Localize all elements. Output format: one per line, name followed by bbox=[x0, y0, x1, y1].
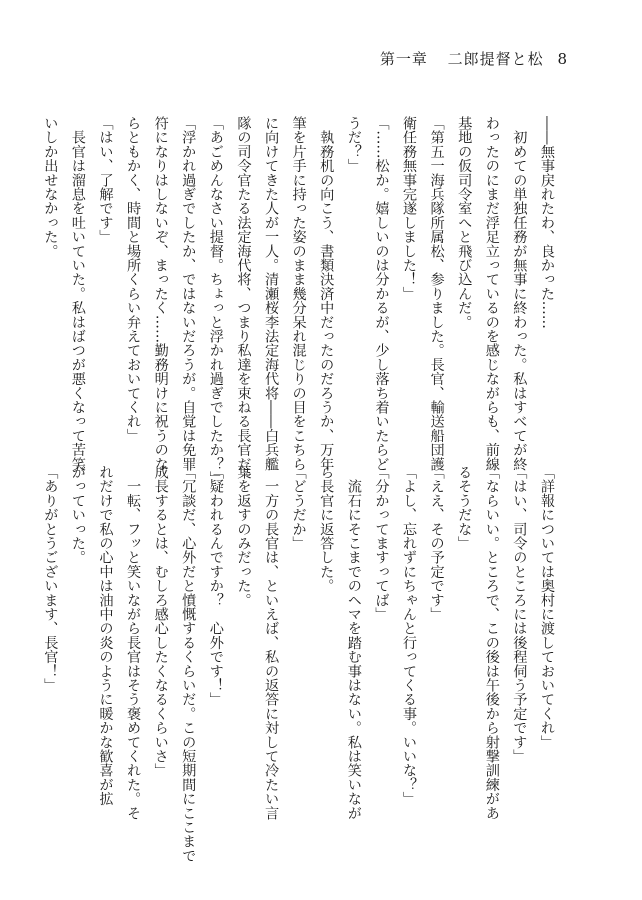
text-line: 「分かってますってば」 bbox=[373, 465, 390, 622]
text-line: 初めての単独任務が無事に終わった。私はすべてが終 bbox=[511, 116, 528, 471]
text-line: 流石にそこまでのヘマを踏む事はない。私は笑いなが bbox=[345, 465, 362, 820]
text-line: 衛任務無事完遂しました！」 bbox=[401, 116, 418, 301]
text-line: 「はい、了解です」 bbox=[97, 116, 114, 244]
text-block-upper bbox=[42, 116, 560, 486]
text-line: 「冗談だ、心外だと憤慨するくらいだ。この短期間にここまで bbox=[180, 465, 197, 863]
text-line: 「あごめんなさい提督。ちょっと浮かれ過ぎでしたか？」 bbox=[207, 116, 224, 486]
text-line: がっていった。 bbox=[69, 465, 86, 565]
text-line: 筆を片手に持った姿のまま幾分呆れ混じりの目をこちら bbox=[290, 116, 307, 471]
text-block-lower bbox=[42, 465, 560, 863]
text-line: 「疑われるんですか？ 心外です！」 bbox=[207, 465, 224, 707]
text-line: 成長するとは、むしろ感心したくなるくらいさ」 bbox=[152, 465, 169, 778]
text-line: うだ？」 bbox=[345, 116, 362, 173]
text-line: らともかく、時間と場所くらい弁えておいてくれ」 bbox=[125, 116, 142, 443]
text-line: 「ならいい。ところで、この後は午後から射撃訓練があ bbox=[483, 465, 500, 820]
text-line: 「どうだか」 bbox=[290, 465, 307, 551]
text-line: 隊の司令官たる法定海代将、つまり私達を束ねる長官だ。 bbox=[235, 116, 252, 486]
text-line: わったのにまだ浮足立っているのを感じながらも、前線 bbox=[483, 116, 500, 471]
running-head bbox=[380, 48, 568, 69]
text-line: 基地の仮司令室へと飛び込んだ。 bbox=[456, 116, 473, 329]
text-line: ら長官に返答した。 bbox=[318, 465, 335, 593]
text-line: いしか出せなかった。 bbox=[42, 116, 59, 258]
text-line: ――無事戻れたわ、良かった…… bbox=[539, 116, 555, 329]
text-line: 「詳報については奥村に渡しておいてくれ」 bbox=[539, 465, 555, 749]
text-line: 長官は溜息を吐いていた。私はばつが悪くなって苦笑 bbox=[69, 116, 86, 471]
text-line: 「よし、忘れずにちゃんと行ってくる事。いいな？」 bbox=[401, 465, 418, 806]
text-line: 符になりはしないぞ、まったく……勤務明けに祝うのな bbox=[152, 116, 169, 471]
text-line: に向けてきた人が一人。清瀬桜李法定海代将――白兵艦 bbox=[263, 116, 280, 471]
text-line: 執務机の向こう、書類決済中だったのだろうか、万年 bbox=[318, 116, 335, 471]
text-line: 「ええ、その予定です」 bbox=[428, 465, 445, 622]
chapter-title: 二郎提督と松 bbox=[447, 50, 544, 68]
text-line: 「はい、司令のところには後程伺う予定です」 bbox=[511, 465, 528, 764]
text-line: 「第五一海兵隊所属松、参りました。長官、輸送船団護 bbox=[428, 116, 445, 471]
text-line: 「浮かれ過ぎでしたか、ではないだろうが。自覚は免罪 bbox=[180, 116, 197, 471]
text-line: 一方の長官は、といえば、私の返答に対して冷たい言 bbox=[263, 465, 280, 820]
page-number: 8 bbox=[557, 50, 568, 68]
text-line: るそうだな」 bbox=[456, 465, 473, 551]
chapter-label: 第一章 bbox=[379, 50, 428, 68]
text-line: れだけで私の心中は油中の炎のように暖かな歓喜が拡 bbox=[97, 465, 114, 806]
text-line: 葉を返すのみだった。 bbox=[235, 465, 252, 607]
text-line: 「……松か。嬉しいのは分かるが、少し落ち着いたらど bbox=[373, 116, 390, 471]
text-line: 「ありがとうございます、長官！」 bbox=[42, 465, 59, 693]
text-line: 一転、フッと笑いながら長官はそう褒めてくれた。そ bbox=[125, 465, 142, 820]
